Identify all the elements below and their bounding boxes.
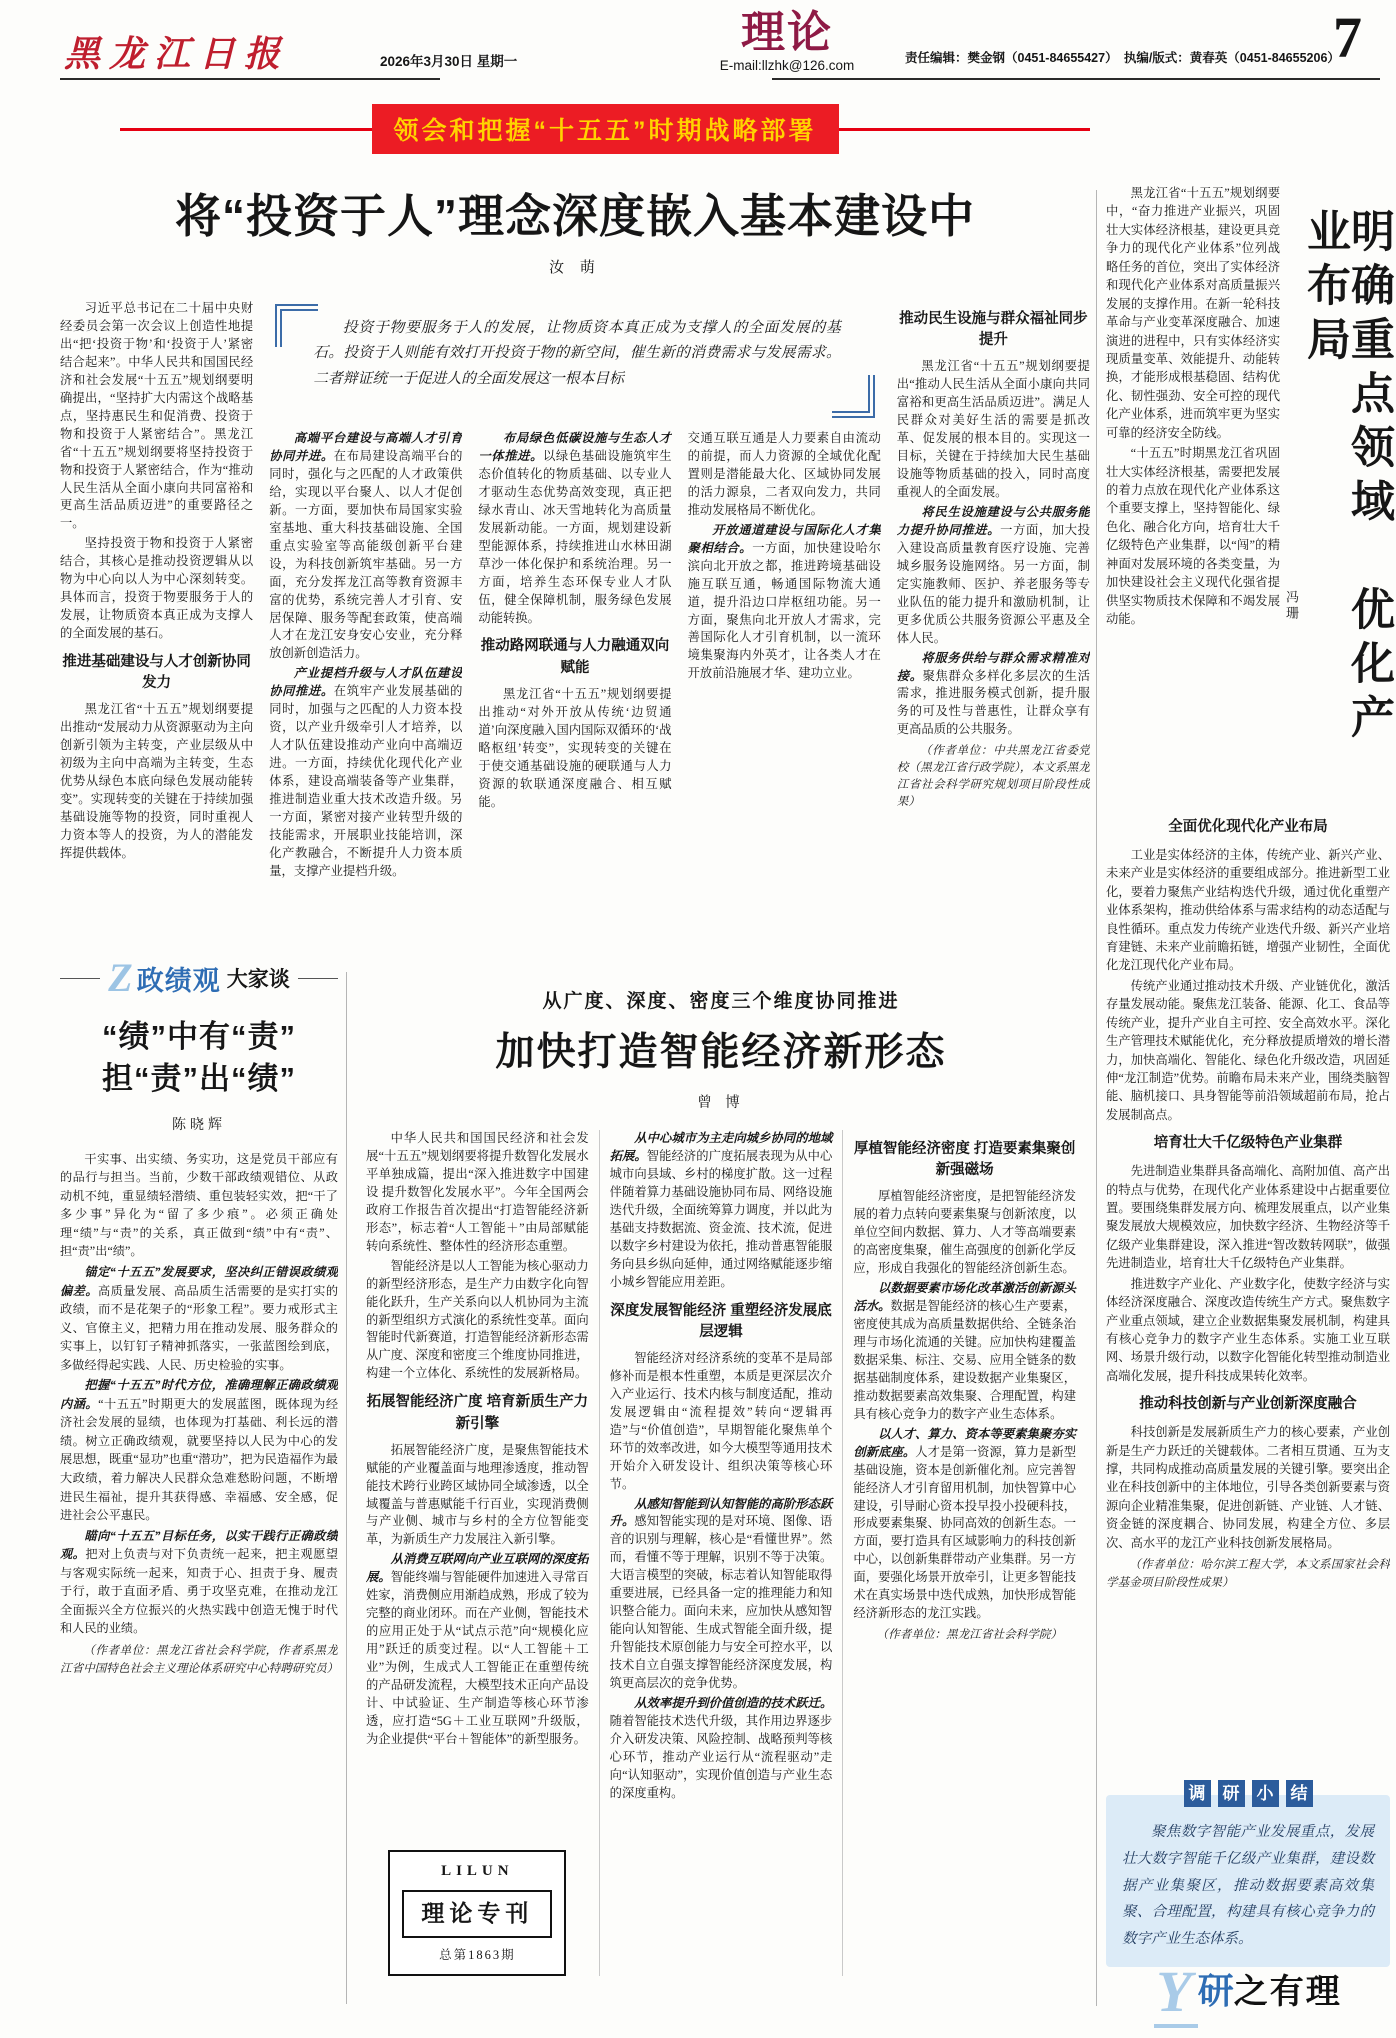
paragraph: 拓展智能经济广度，是聚焦智能技术赋能的产业覆盖面与地理渗透度，推动智能技术跨行业跨区域协同全域渗透，以全域覆盖与普惠赋能千行百业，实现消费侧与产业侧、城市与乡村的全方位智能变革，为新质生产力发展注入新引擎。 xyxy=(366,1442,589,1547)
industry-vertical-title: 明确重点领域 优化产业布局 xyxy=(1300,208,1393,748)
section-title: 理论 xyxy=(741,8,833,57)
paragraph: “十五五”时期黑龙江省巩固壮大实体经济根基，需要把发展的着力点放在现代化产业体系这个重要支撑上，坚持智能化、绿色化、融合化方向，培育壮大千亿级特色产业集群，以“闯”的精神面对发展环境的各类变量，为加快建设社会主义现代化强省提供坚实物质技术保障和不竭发展动能。 xyxy=(1106,446,1280,627)
paragraph: 把握“十五五”时代方位，准确理解正确政绩观内涵。“十五五”时期更大的发展蓝图，既体现为经济社会发展的显绩，也体现为打基础、利长远的潜绩。树立正确政绩观，就要坚持以人民为中心的发展思想，既重“显功”也重“潜功”，把为民造福作为最大政绩，着力解决人民群众急难愁盼问题，不断增进民生福祉，提升其获得感、幸福感、安全感，促进社会公平惠民。 xyxy=(60,1378,338,1523)
page-number: 7 xyxy=(1333,5,1362,70)
politics-body xyxy=(60,1150,338,1910)
badge-label-black: 大家谈 xyxy=(226,968,290,991)
survey-header-char: 小 xyxy=(1252,1780,1279,1807)
column-subhead: 培育壮大千亿级特色产业集群 xyxy=(1153,1135,1343,1152)
paragraph: 从效率提升到价值创造的技术跃迁。随着智能技术迭代升级，其作用边界逐步介入研发决策、风险控制、战略预判等核心环节，推动产业运行从“流程驱动”走向“认知驱动”，实现价值创造与产业生态的深度重构。 xyxy=(609,1696,833,1800)
paragraph: 从中心城市为主走向城乡协同的地域拓展。智能经济的广度拓展表现为从中心城市向县域、乡村的梯度扩散。这一过程伴随着算力基础设施协同布局、网络设施迭代升级，全面统筹算力调度，并以此为基础支持数据流、资金流、技术流，促进以数字乡村建设为依托，推动普惠智能服务向县乡纵向延伸，通过网络赋能逐步缩小城乡智能应用差距。 xyxy=(609,1131,833,1289)
article-column xyxy=(897,300,1090,948)
paragraph: 中华人民共和国国民经济和社会发展“十五五”规划纲要将提升数智化发展水平单独成篇，提出“深入推进数字中国建设 提升数智化发展水平”。今年全国两会政府工作报告首次提出“打造智能经济新形态”，标志着“人工智能＋”由局部赋能转向系统性、整体性的经济形态重塑。 xyxy=(366,1131,589,1253)
paragraph-lead: 从中心城市为主走向城乡协同的地域拓展。 xyxy=(609,1131,833,1163)
paragraph-lead: 从感知智能到认知智能的高阶形态跃升。 xyxy=(609,1496,833,1529)
article-body xyxy=(356,1130,1086,1976)
paragraph: 高端平台建设与高端人才引育协同并进。在布局建设高端平台的同时，强化与之匹配的人才政策供给，实现以平台聚人、以人才促创新。一方面，要加快布局国家实验室基地、重大科技基础设施、全国重点实验室等高能级创新平台建设，为科技创新筑牢基础。另一方面，充分发挥龙江高等教育资源丰富的优势，系统完善人才引育、安居保障、服务等配套政策，使高端人才在龙江安身安心安业，充分释放创新创造活力。 xyxy=(269,431,463,661)
paragraph: 以人才、算力、资本等要素集聚夯实创新底座。人才是第一资源，算力是新型基础设施，资本是创新催化剂。应完善智能经济人才引育留用机制，加快智算中心建设，引导耐心资本投早投小投硬科技，形成要素集聚、协同高效的创新生态。一方面，要打造具有区域影响力的科技创新中心，以创新集群带动产业集群。另一方面，要强化场景开放牵引，让更多智能技术在真实场景中迭代成熟，加快形成智能经济新形态的龙江实践。 xyxy=(853,1426,1077,1621)
paragraph: 黑龙江省“十五五”规划纲要提出推动“对外开放从传统‘边贸通道’向深度融入国内国际双循环的‘战略枢纽’转变”，实现转变的关键在于使交通基础设施的硬联通与人力资源的软联通深度融合、相互赋能。 xyxy=(478,686,672,809)
column-text xyxy=(366,1130,589,1751)
article-column xyxy=(356,1130,599,1976)
paragraph-lead: 以数据要素市场化改革激活创新源头活水。 xyxy=(853,1281,1077,1314)
paragraph: 黑龙江省“十五五”规划纲要提出“推动人民生活从全面小康向共同富裕和更高生活品质迈进”。满足人民群众对美好生活的需要是抓改革、促发展的根本目的。实现这一目标，关键在于持续加大民生基础设施等物质基础的投入，同时高度重视人的全面发展。 xyxy=(896,359,1090,499)
lilun-issue-number: 总第1863期 xyxy=(439,1947,516,1962)
paragraph: 布局绿色低碳设施与生态人才一体推进。以绿色基础设施筑牢生态价值转化的物质基础、以专业人才驱动生态优势高效变现，真正把绿水青山、冰天雪地转化为高质量发展新动能。一方面，规划建设新型能源体系，持续推进山水林田湖草沙一体化保护和系统治理。另一方面，培养生态环保专业人才队伍，健全保障机制，服务绿色发展动能转换。 xyxy=(478,431,672,625)
main-article-author: 汝 萌 xyxy=(549,260,601,276)
header-rule-right xyxy=(772,78,1380,80)
theme-banner xyxy=(60,104,1090,154)
column-subhead: 全面优化现代化产业布局 xyxy=(1168,819,1328,835)
paragraph-lead: 产业提档升级与人才队伍建设协同推进。 xyxy=(269,666,463,699)
paragraph: 锚定“十五五”发展要求，坚决纠正错误政绩观偏差。高质量发展、高品质生活需要的是实打实的政绩，而不是花架子的“形象工程”。要力戒形式主义、官僚主义，把精力用在推动发展、服务群众的实事上，以钉钉子精神抓落实，一张蓝图绘到底，多做经得起实践、人民、历史检验的实事。 xyxy=(60,1264,338,1372)
survey-header xyxy=(1106,1780,1390,1807)
editors-line: 责任编辑：樊金钢（0451-84655427） 执编/版式：黄春英（0451-84655206） xyxy=(905,51,1340,65)
survey-summary-box xyxy=(1106,1784,1390,1967)
article-column xyxy=(688,430,881,948)
paragraph: 推进数字产业化、产业数字化，使数字经济与实体经济深度融合、深度改造传统生产方式。聚焦数字产业重点领域，建立企业数据集聚发展机制，构建具有核心竞争力的数字产业生态体系。实施工业互联网、场景升级行动，以数字化智能化转型推动制造业高端化发展，提升科技成果转化效率。 xyxy=(1106,1276,1390,1383)
page-header xyxy=(60,5,1380,82)
paragraph-lead: 开放通道建设与国际化人才集聚相结合。 xyxy=(687,522,881,555)
badge-label-blue: 政绩观 xyxy=(136,965,221,996)
lilun-label: LILUN xyxy=(441,1863,514,1880)
article-column xyxy=(842,1130,1086,1976)
survey-header-char: 结 xyxy=(1286,1780,1313,1807)
y-glyph-icon: Y xyxy=(1154,1959,1197,2028)
badge-line xyxy=(298,978,338,979)
smart-economy-article xyxy=(356,958,1086,2014)
banner-line-left xyxy=(120,128,372,131)
paragraph-lead: 从消费互联网向产业互联网的深度拓展。 xyxy=(366,1552,589,1585)
main-article-title: 将“投资于人”理念深度嵌入基本建设中 xyxy=(175,190,975,242)
industry-article-bottom xyxy=(1106,808,1390,1680)
paragraph: 从消费互联网向产业互联网的深度拓展。智能终端与智能硬件加速进入寻常百姓家，消费侧应用渐趋成熟，形成了较为完整的商业闭环。而在产业侧，智能技术的应用正处于从“试点示范”向“规模化应用”跃迁的质变过程。以“人工智能＋工业”为例，生成式人工智能正在重塑传统的产品研发流程，大模型技术正向产品设计、中试验证、生产制造等核心环节渗透，应打造“5G＋工业互联网”升级版，为企业提供“平台＋智能体”的新型服务。 xyxy=(366,1552,589,1746)
column-subhead: 推动科技创新与产业创新深度融合 xyxy=(1139,1396,1357,1413)
paragraph: 厚植智能经济密度，是把智能经济发展的着力点转向要素集聚与创新浓度，以单位空间内数据、算力、人才等高端要素的高密度集聚，催生高强度的创新化学反应，形成自我强化的智能经济创新生态。 xyxy=(853,1189,1077,1276)
column-subhead: 推动民生设施与群众福祉同步提升 xyxy=(899,311,1088,349)
article-column xyxy=(269,430,462,948)
paragraph: 干实事、出实绩、务实功，这是党员干部应有的品行与担当。当前，少数干部政绩观错位、从政动机不纯，重显绩轻潜绩、重包装轻实效，把“干了多少事”异化为“留了多少痕”。必须正确处理“绩”与“责”的关系，真正做到“绩”中有“责”、担“责”出“绩”。 xyxy=(60,1151,338,1259)
industry-author: 冯珊 xyxy=(1284,590,1299,622)
paragraph: 传统产业通过推动技术升级、产业链优化，激活存量发展动能。聚焦龙江装备、能源、化工、食品等传统产业，提升产业自主可控、安全高效水平。深化生产管理技术赋能优化，充分释放提质增效的增长潜力，加快高端化、智能化、绿色化升级改造，巩固延伸“龙江制造”优势。前瞻布局未来产业，围绕类脑智能、脑机接口、具身智能等前沿领域超前布局，抢占发展制高点。 xyxy=(1106,978,1390,1122)
paragraph: 科技创新是发展新质生产力的核心要素，产业创新是生产力跃迁的关键载体。二者相互贯通、互为支撑，共同构成推动高质量发展的关键引擎。要突出企业在科技创新中的主体地位，引导各类创新要素与资源向企业精准集聚，促进创新链、产业链、人才链、资金链的深度耦合、协同发展，构建全方位、多层次、高水平的龙江产业科技创新发展格局。 xyxy=(1106,1425,1390,1550)
article-column xyxy=(1106,150,1280,802)
paragraph: 智能经济对经济系统的变革不是局部修补而是根本性重塑，本质是更深层次介入产业运行、技术内核与制度适配，推动发展逻辑由“流程提效”转向“逻辑再造”与“价值创造”，早期智能化聚焦单个环节的效率改进，如今大模型等通用技术开始介入研发设计、组织决策等核心环节。 xyxy=(609,1350,833,1491)
paragraph: 工业是实体经济的主体，传统产业、新兴产业、未来产业是实体经济的重要组成部分。推进新型工业化，要着力聚焦产业结构迭代升级，通过优化重塑产业体系架构，推动供给体系与需求结构的动态适配与良性循环。重点发力传统产业迭代升级、新兴产业培育建链、未来产业前瞻拓链，增强产业韧性，全面优化龙江现代化产业布局。 xyxy=(1106,847,1390,973)
paragraph: 黑龙江省“十五五”规划纲要提出推动“发展动力从资源驱动为主向创新引领为主转变，产业层级从中初级为主向中高端为主转变，生态优势从绿色本底向绿色发展动能转变”。实现转变的关键在于持续加强基础设施等物的投资，同时重视人力资本等人的投资，为人的潜能发挥提供载体。 xyxy=(60,702,254,861)
article-title: 加快打造智能经济新形态 xyxy=(495,1031,947,1074)
paragraph: 开放通道建设与国际化人才集聚相结合。一方面，加快建设哈尔滨向北开放之都，推进跨境基础设施互联互通，畅通国际物流大通道，提升沿边口岸枢纽功能。另一方面，聚焦向北开放人才需求，完善国际化人才引育机制，以一流环境集聚海内外英才，让各类人才在开放前沿施展才华、建功立业。 xyxy=(687,522,881,681)
article-column xyxy=(60,300,253,948)
politics-commentary-box xyxy=(60,958,338,2014)
paragraph-lead: 布局绿色低碳设施与生态人才一体推进。 xyxy=(478,431,672,463)
politics-title: “绩”中有“责” 担“责”出“绩” xyxy=(102,1019,296,1096)
z-glyph-icon: Z xyxy=(108,958,133,1000)
article-column xyxy=(478,430,671,948)
column-subhead: 拓展智能经济广度 培育新质生产力新引擎 xyxy=(366,1394,589,1432)
paragraph: 习近平总书记在二十届中央财经委员会第一次会议上创造性地提出“把‘投资于物’和‘投资于人’紧密结合起来”。中华人民共和国国民经济和社会发展“十五五”规划纲要明确提出，“坚持扩大内需这个战略基点，坚持惠民生和促消费、投资于物和投资于人紧密结合”。黑龙江省“十五五”规划纲要将坚持投资于物和投资于人紧密结合，作为“推动人民生活从全面小康向共同富裕和更高生活品质迈进”的重要路径之一。 xyxy=(60,301,254,531)
logo-blue-char: 研 xyxy=(1197,1970,1234,2011)
paragraph-lead: 将服务供给与群众需求精准对接。 xyxy=(896,650,1090,683)
paragraph-lead: 锚定“十五五”发展要求，坚决纠正错误政绩观偏差。 xyxy=(60,1264,338,1298)
paragraph: 产业提档升级与人才队伍建设协同推进。在筑牢产业发展基础的同时，加强与之匹配的人力资本投资，以产业升级牵引人才培养，以人才队伍建设推动产业向中高端迈进。一方面，持续优化现代化产业体系，建设高端装备等产业集群，推进制造业重大技术改造升级。另一方面，紧密对接产业转型升级的技能需求，开展职业技能培训，深化产教融合，不断提升人力资本质量，支撑产业提档升级。 xyxy=(269,666,463,878)
paragraph: 智能经济是以人工智能为核心驱动力的新型经济形态，是生产力由数字化向智能化跃升，生产关系向以人机协同为主流的新型组织方式演化的系统性变革。面向智能时代新赛道，打造智能经济新形态需从广度、深度和密度三个维度协同推进，构建一个立体化、系统性的发展新格局。 xyxy=(366,1258,589,1381)
paragraph-lead: 从效率提升到价值创造的技术跃迁。 xyxy=(634,1696,833,1710)
survey-header-char: 研 xyxy=(1218,1780,1245,1807)
paragraph: （作者单位：哈尔滨工程大学，本文系国家社会科学基金项目阶段性成果） xyxy=(1106,1558,1390,1589)
main-article-body xyxy=(60,300,1090,948)
header-rule-left xyxy=(60,78,440,80)
section-email: E-mail:llzhk@126.com xyxy=(719,58,855,74)
politics-author: 陈晓辉 xyxy=(172,1117,226,1133)
article-author: 曾 博 xyxy=(697,1095,745,1111)
paragraph: 以数据要素市场化改革激活创新源头活水。数据是智能经济的核心生产要素，密度使其成为高质量数据供给、全链条治理与市场化流通的关键。应加快构建覆盖数据采集、标注、交易、应用全链条的数据基础制度体系，建设数据产业集聚区，推动数据要素高效集聚、合理配置，构建具有核心竞争力的数字产业生态体系。 xyxy=(853,1281,1077,1421)
lilun-issue-box xyxy=(388,1850,566,1976)
banner-label: 领会和把握“十五五”时期战略部署 xyxy=(372,104,839,154)
research-logo xyxy=(1106,1958,1390,2025)
paragraph: 将民生设施建设与公共服务能力提升协同推进。一方面，加大投入建设高质量教育医疗设施、完善城乡服务设施网络。另一方面，制定实施教师、医护、养老服务等专业队伍的能力提升和激励机制，让更多优质公共服务资源公平惠及全体人民。 xyxy=(896,504,1090,645)
right-strip xyxy=(1106,150,1393,2038)
paragraph: 瞄向“十五五”目标任务，以实干践行正确政绩观。把对上负责与对下负责统一起来，把主观愿望与客观实际统一起来，知责于心、担责于身、履责于行，敢于直面矛盾、勇于攻坚克难，在推动龙江全面振兴全方位振兴的火热实践中创造无愧于时代和人民的业绩。 xyxy=(60,1528,338,1636)
pull-quote-text: 投资于物要服务于人的发展，让物质资本真正成为支撑人的全面发展的基石。投资于人则能有效打开投资于物的新空间，催生新的消费需求与发展需求。二者辩证统一于促进人的全面发展这一根本目标 xyxy=(313,320,841,387)
article-column xyxy=(599,1130,843,1976)
paragraph-lead: 把握“十五五”时代方位，准确理解正确政绩观内涵。 xyxy=(60,1378,338,1411)
column-subhead: 深度发展智能经济 重塑经济发展底层逻辑 xyxy=(610,1302,832,1340)
logo-black-text: 之有理 xyxy=(1233,1973,1342,2011)
column-subhead: 推进基础建设与人才创新协同发力 xyxy=(62,654,251,692)
column-subhead: 推动路网联通与人力融通双向赋能 xyxy=(480,638,670,676)
paragraph: （作者单位：中共黑龙江省委党校（黑龙江省行政学院），本文系黑龙江省社会科学研究规划项目阶段性成果） xyxy=(896,744,1090,809)
paragraph-lead: 将民生设施建设与公共服务能力提升协同推进。 xyxy=(896,504,1090,537)
article-kicker: 从广度、深度、密度三个维度协同推进 xyxy=(542,991,900,1012)
paragraph: 将服务供给与群众需求精准对接。聚焦群众多样化多层次的生活需求，推进服务模式创新，提升服务的可及性与普惠性，让群众享有更高品质的公共服务。 xyxy=(896,650,1090,737)
paragraph-lead: 高端平台建设与高端人才引育协同并进。 xyxy=(269,431,463,463)
column-divider xyxy=(1096,190,1097,2006)
paragraph: （作者单位：黑龙江省社会科学院，作者系黑龙江省中国特色社会主义理论体系研究中心特聘研究员） xyxy=(60,1643,338,1675)
column-subhead: 厚植智能经济密度 打造要素集聚创新强磁场 xyxy=(853,1141,1076,1179)
survey-text: 聚焦数字智能产业发展重点，发展壮大数字智能千亿级产业集群，建设数据产业集聚区，推动数据要素高效集聚、合理配置，构建具有核心竞争力的数字产业生态体系。 xyxy=(1122,1824,1374,1948)
paragraph-lead: 瞄向“十五五”目标任务，以实干践行正确政绩观。 xyxy=(60,1528,338,1562)
paragraph: （作者单位：黑龙江省社会科学院） xyxy=(876,1628,1063,1642)
pull-quote xyxy=(269,300,881,422)
survey-header-char: 调 xyxy=(1184,1780,1211,1807)
page-date: 2026年3月30日 星期一 xyxy=(380,54,518,69)
politics-badge xyxy=(60,958,338,998)
paragraph: 坚持投资于物和投资于人紧密结合，其核心是推动投资逻辑从以物为中心向以人为中心深刻转变。具体而言，投资于物要服务于人的发展，让物质资本真正成为支撑人的全面发展的基石。 xyxy=(60,536,254,641)
banner-line-right xyxy=(839,128,1091,131)
industry-article-top xyxy=(1106,150,1393,802)
paragraph: 从感知智能到认知智能的高阶形态跃升。感知智能实现的是对环境、图像、语音的识别与理解，核心是“看懂世界”。然而，看懂不等于理解，识别不等于决策。大语言模型的突破，标志着认知智能取得重要进展，已经具备一定的推理能力和知识整合能力。面向未来，应加快从感知智能向认知智能、生成式智能全面升级，提升智能技术原创能力与安全可控水平，以技术自立自强支撑智能经济深度发展，构筑更高层次的竞争优势。 xyxy=(609,1496,833,1691)
masthead-logo: 黑龙江日报 xyxy=(64,34,290,74)
column-divider xyxy=(346,972,347,2004)
paragraph-lead: 以人才、算力、资本等要素集聚夯实创新底座。 xyxy=(853,1426,1077,1459)
industry-title-area xyxy=(1280,150,1393,802)
lilun-title: 理论专刊 xyxy=(402,1890,552,1938)
badge-line xyxy=(60,978,100,979)
paragraph: 黑龙江省“十五五”规划纲要中，“奋力推进产业振兴，巩固壮大实体经济根基，建设更具竞争力的现代化产业体系”位列战略任务的首位，突出了实体经济和现代化产业体系对高质量振兴发展的支撑作用。在新一轮科技革命与产业变革深度融合、加速演进的进程中，只有实体经济实现质量变革、效能提升、动能转换，才能形成根基稳固、结构优化、韧性强劲、安全可控的现代化产业体系，进而筑牢更为坚实可靠的经济安全防线。 xyxy=(1106,186,1280,440)
paragraph: 先进制造业集群具备高端化、高附加值、高产出的特点与优势，在现代化产业体系建设中占据重要位置。要围绕集群发展方向、梳理发展重点，以产业集聚发展放大规模效应，加快数字经济、生物经济等千亿级产业集群建设，深入推进“智改数转网联”，做强先进制造业，培育壮大千亿级特色产业集群。 xyxy=(1106,1164,1390,1271)
paragraph: 交通互联互通是人力要素自由流动的前提，而人力资源的全域优化配置则是潜能最大化、区域协同发展的活力源泉，二者双向发力，共同推动发展格局不断优化。 xyxy=(687,431,881,517)
